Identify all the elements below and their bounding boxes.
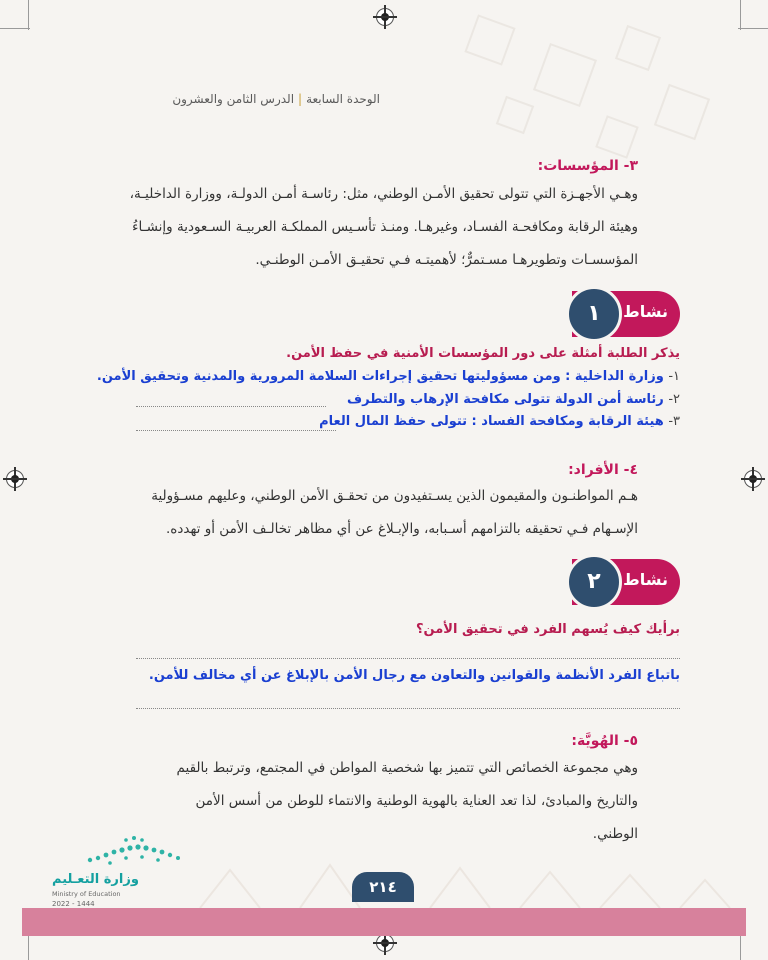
crop-mark [738, 28, 768, 29]
paragraph-line: وهيئة الرقابة ومكافحـة الفسـاد، وغيرهـا. ومنـذ تأسـيس المملكـة العربيـة السـعودية وإنشـاءُ [132, 219, 638, 235]
answer-number: ٢- [668, 392, 680, 407]
crop-mark [28, 932, 29, 960]
registration-mark-icon [6, 470, 24, 488]
answer-number: ٣- [668, 414, 680, 429]
answer-dotted-line [136, 708, 680, 709]
crop-mark [28, 0, 29, 30]
lesson-title: الدرس الثامن والعشرون [172, 92, 295, 106]
page-number: ٢١٤ [352, 872, 414, 902]
answer-dotted-line [136, 406, 326, 407]
answer-number: ١- [668, 369, 680, 384]
crop-mark [0, 28, 30, 29]
decorative-square [464, 14, 515, 65]
activity-prompt-1: يذكر الطلبة أمثلة على دور المؤسسات الأمنية في حفظ الأمن. [286, 346, 680, 361]
paragraph-line: الوطني. [592, 826, 638, 842]
footer-bar [22, 908, 746, 936]
activity-prompt-2: برأيك كيف يُسهم الفرد في تحقيق الأمن؟ [416, 622, 680, 637]
decorative-square [654, 84, 710, 140]
ministry-logo [40, 830, 160, 910]
edition-year: 2022 - 1444 [52, 900, 95, 908]
header-separator: | [298, 92, 303, 106]
decorative-square [615, 25, 661, 71]
crop-mark [740, 932, 741, 960]
answer-text: وزارة الداخلية : ومن مسؤوليتها تحقيق إجراءات السلامة المرورية والمدنية وتحقيق الأمن. [96, 369, 664, 384]
answer-line-2 [347, 392, 680, 407]
section-paragraph-individuals [128, 480, 638, 546]
page-header [130, 92, 380, 106]
registration-mark-icon [744, 470, 762, 488]
activity-number: ١ [566, 286, 622, 342]
paragraph-line: هـم المواطنـون والمقيمون الذين يسـتفيدون من تحقـق الأمن الوطني، وعليهم مسـؤولية [151, 488, 638, 504]
section-title-identity: ٥- الهُويَّة: [571, 733, 638, 749]
decorative-square [496, 96, 534, 134]
answer-dotted-line [136, 658, 680, 659]
activity-badge-1 [572, 291, 680, 337]
answer-line-activity2: باتباع الفرد الأنظمة والقوانين والتعاون مع رجال الأمن بالإبلاغ عن أي مخالف للأمن. [148, 668, 680, 683]
paragraph-line: والتاريخ والمبادئ، لذا تعد العناية بالهوية الوطنية والانتماء للوطن من أسس الأمن [195, 793, 638, 809]
registration-mark-icon [376, 934, 394, 952]
paragraph-line: وهـي الأجهـزة التي تتولى تحقيق الأمـن الوطني، مثل: رئاسـة أمـن الدولـة، ووزارة الداخليـة، [129, 186, 638, 202]
decorative-square [595, 115, 639, 159]
decorative-square [533, 43, 597, 107]
answer-line-3 [319, 414, 680, 429]
activity-label: نشاط [623, 570, 668, 589]
section-title-institutions: ٣- المؤسسات: [537, 158, 638, 174]
answer-text: هيئة الرقابة ومكافحة الفساد : تتولى حفظ المال العام [319, 414, 664, 429]
ministry-name-en: Ministry of Education [52, 890, 121, 898]
registration-mark-icon [376, 8, 394, 26]
paragraph-line: المؤسسـات وتطويرهـا مسـتمرٌّ؛ لأهميتـه فـي تحقيـق الأمـن الوطنـي. [255, 252, 638, 268]
activity-badge-2 [572, 559, 680, 605]
crop-mark [740, 0, 741, 30]
answer-text: رئاسة أمن الدولة تتولى مكافحة الإرهاب والتطرف [347, 392, 664, 407]
section-title-individuals: ٤- الأفراد: [568, 462, 638, 478]
section-paragraph-institutions [128, 178, 638, 277]
answer-line-1 [97, 369, 680, 384]
paragraph-line: الإسـهام فـي تحقيقه بالتزامهم أسـبابه، والإبـلاغ عن أي مظاهر تخالـف الأمن أو تهدده. [166, 521, 638, 537]
section-paragraph-identity [128, 752, 638, 851]
activity-label: نشاط [623, 302, 668, 321]
activity-number: ٢ [566, 554, 622, 610]
ministry-dots-icon [80, 830, 190, 870]
unit-title: الوحدة السابعة [306, 92, 380, 106]
ministry-name-ar: وزارة التعـليم [52, 872, 139, 887]
paragraph-line: وهي مجموعة الخصائص التي تتميز بها شخصية المواطن في المجتمع، وترتبط بالقيم [176, 760, 638, 776]
answer-dotted-line [136, 430, 336, 431]
